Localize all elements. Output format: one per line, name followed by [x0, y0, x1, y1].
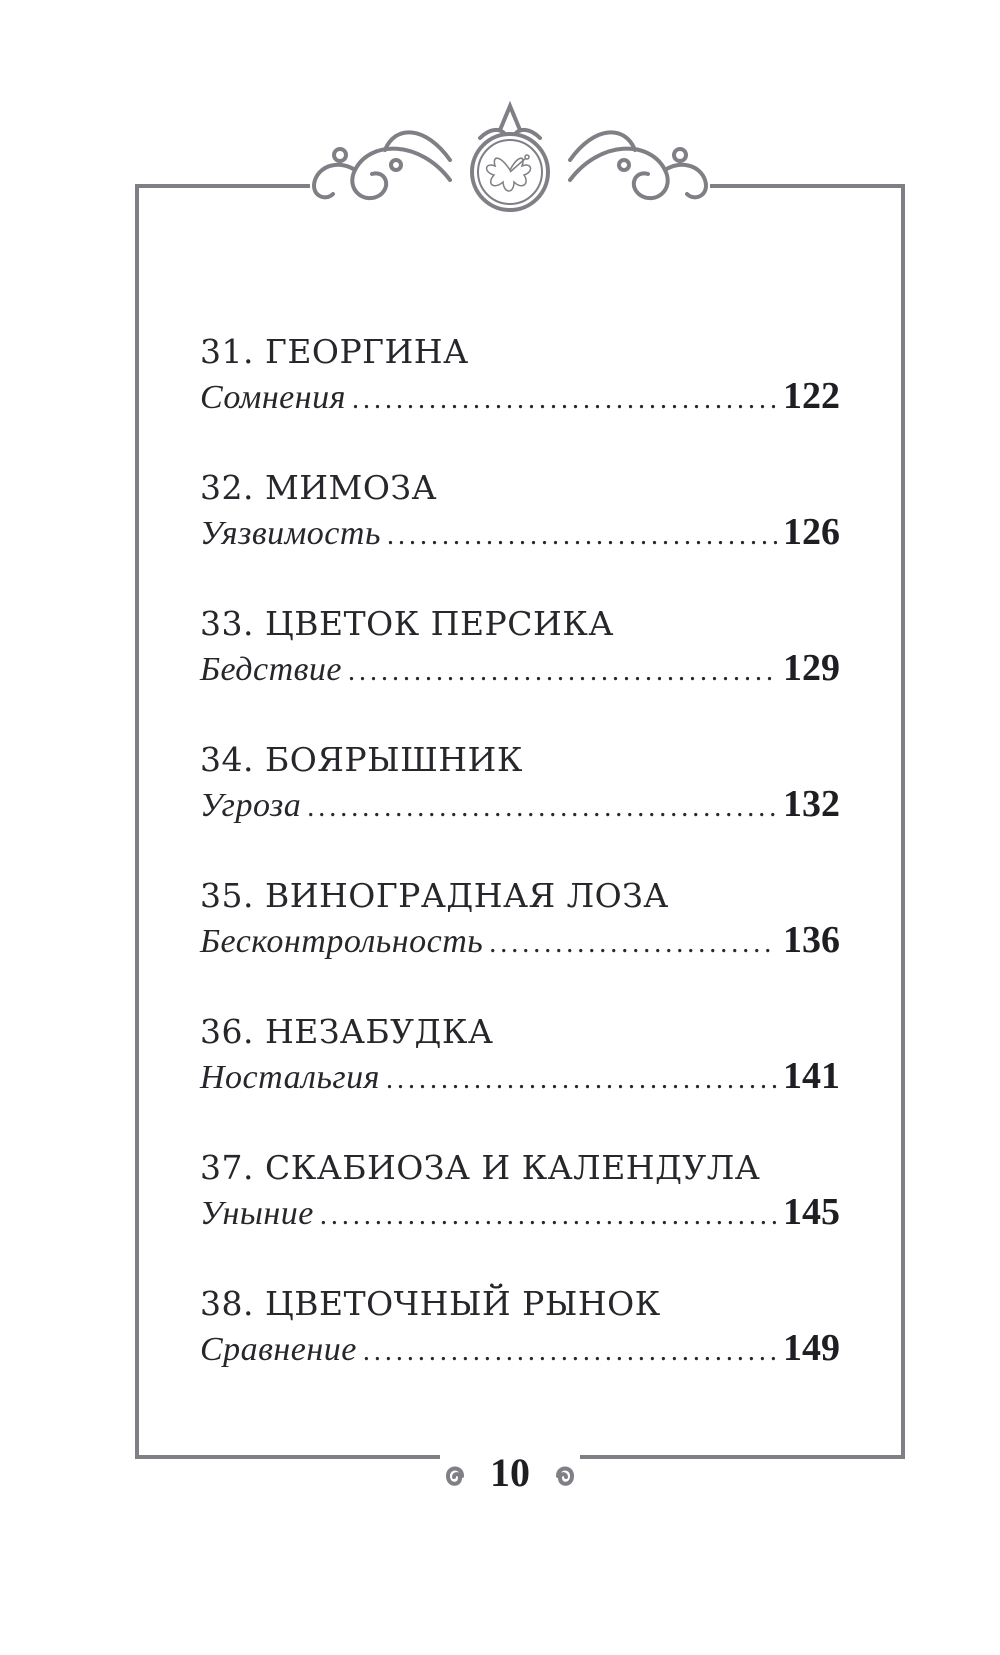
- dot-leader: [307, 792, 777, 824]
- toc-entry-subtitle: Уязвимость: [200, 515, 381, 552]
- toc-entry[interactable]: [200, 1282, 840, 1418]
- toc-entry-subtitle: Сомнения: [200, 379, 346, 416]
- toc-entry-title: 34. БОЯРЫШНИК: [200, 740, 523, 779]
- toc-entry-page: 129: [783, 647, 840, 689]
- toc-entry-subtitle: Бедствие: [200, 651, 342, 688]
- toc-entry[interactable]: [200, 466, 840, 602]
- toc-entry-page: 136: [783, 919, 840, 961]
- toc-entry-page: 132: [783, 783, 840, 825]
- toc-entry-page: 122: [783, 375, 840, 417]
- toc-entry-title: 31. ГЕОРГИНА: [200, 332, 469, 371]
- toc-entry-subtitle: Ностальгия: [200, 1059, 380, 1096]
- toc-entry-title: 35. ВИНОГРАДНАЯ ЛОЗА: [200, 876, 669, 915]
- table-of-contents: [200, 330, 840, 1418]
- dot-leader: [348, 656, 777, 688]
- toc-entry-subtitle: Уныние: [200, 1195, 314, 1232]
- toc-entry-subtitle: Бесконтрольность: [200, 923, 484, 960]
- toc-entry[interactable]: [200, 602, 840, 738]
- toc-entry-page: 145: [783, 1191, 840, 1233]
- dot-leader: [363, 1336, 777, 1368]
- dot-leader: [489, 928, 777, 960]
- dot-leader: [352, 384, 777, 416]
- toc-entry-page: 149: [783, 1327, 840, 1369]
- page-number: 10: [490, 1450, 530, 1495]
- dot-leader: [320, 1200, 777, 1232]
- hibiscus-flourish-icon: [300, 100, 720, 230]
- toc-entry[interactable]: [200, 874, 840, 1010]
- toc-entry-subtitle: Сравнение: [200, 1331, 357, 1368]
- toc-entry-title: 36. НЕЗАБУДКА: [200, 1012, 494, 1051]
- dot-leader: [386, 1064, 777, 1096]
- toc-entry-page: 141: [783, 1055, 840, 1097]
- toc-entry-title: 38. ЦВЕТОЧНЫЙ РЫНОК: [200, 1284, 661, 1323]
- dot-leader: [387, 520, 777, 552]
- toc-entry-page: 126: [783, 511, 840, 553]
- toc-entry[interactable]: [200, 1146, 840, 1282]
- toc-entry[interactable]: [200, 738, 840, 874]
- toc-entry[interactable]: [200, 330, 840, 466]
- toc-entry-title: 37. СКАБИОЗА И КАЛЕНДУЛА: [200, 1148, 761, 1187]
- toc-entry[interactable]: [200, 1010, 840, 1146]
- toc-entry-subtitle: Угроза: [200, 787, 302, 824]
- toc-entry-title: 32. МИМОЗА: [200, 468, 437, 507]
- toc-entry-title: 33. ЦВЕТОК ПЕРСИКА: [200, 604, 614, 643]
